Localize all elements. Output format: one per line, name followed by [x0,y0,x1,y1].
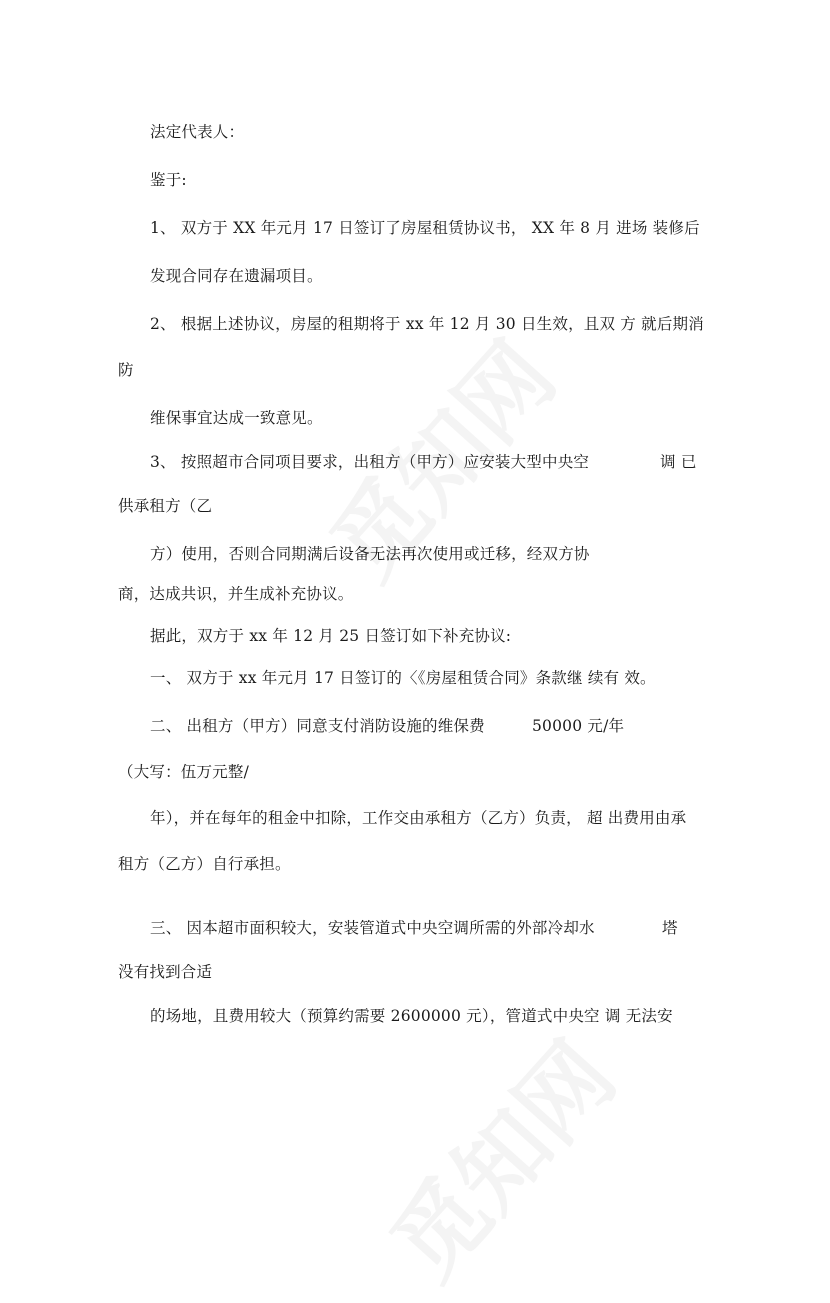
text-line-clause-2: 二、 出租方（甲方）同意支付消防设施的维保费 [150,717,485,735]
text-line-item-2: 2、 根据上述协议，房屋的租期将于 xx 年 12 月 30 日生效，且双 方 就后期消 [150,315,704,333]
text-line-clause-3-tail: 塔 [662,919,678,937]
text-line-item-2-cont: 维保事宜达成一致意见。 [150,409,323,427]
text-line-clause-1: 一、 双方于 xx 年元月 17 日签订的〈《房屋租赁合同》条款继 续有 效。 [150,669,656,687]
text-line-item-3-cont-2: 商，达成共识，并生成补充协议。 [118,585,354,603]
text-line-clause-2-cont: 年），并在每年的租金中扣除，工作交由承租方（乙方）负责， 超 出费用由承 [150,809,687,827]
text-line-item-3-cont: 方）使用，否则合同期满后设备无法再次使用或迁移，经双方协 [150,545,590,563]
text-line-item-3: 3、 按照超市合同项目要求，出租方（甲方）应安装大型中央空 [150,453,590,471]
text-line-whereas: 鉴于: [150,171,187,189]
text-line-item-3-wrap: 供承租方（乙 [118,497,213,515]
text-line-clause-2-cont-2: 租方（乙方）自行承担。 [118,855,291,873]
text-line-item-3-tail: 调 已 [660,453,697,471]
text-line-clause-3: 三、 因本超市面积较大，安装管道式中央空调所需的外部冷却水 [150,919,595,937]
text-line-clause-3-cont: 的场地，且费用较大（预算约需要 2600000 元），管道式中央空 调 无法安 [150,1007,673,1025]
watermark-bottom [357,1009,640,1302]
text-line-supplement-intro: 据此，双方于 xx 年 12 月 25 日签订如下补充协议: [150,627,512,645]
text-line-item-1-cont: 发现合同存在遗漏项目。 [150,267,323,285]
text-line-clause-2-capital: （大写：伍万元整/ [118,763,250,781]
text-line-clause-3-wrap: 没有找到合适 [118,963,213,981]
text-line-item-1: 1、 双方于 XX 年元月 17 日签订了房屋租赁协议书， XX 年 8 月 进场 装修后 [150,219,700,237]
text-line-clause-2-amount: 50000 元/年 [532,717,625,735]
text-line-legal-rep: 法定代表人： [150,123,245,141]
text-line-item-2-wrap: 防 [118,361,134,379]
